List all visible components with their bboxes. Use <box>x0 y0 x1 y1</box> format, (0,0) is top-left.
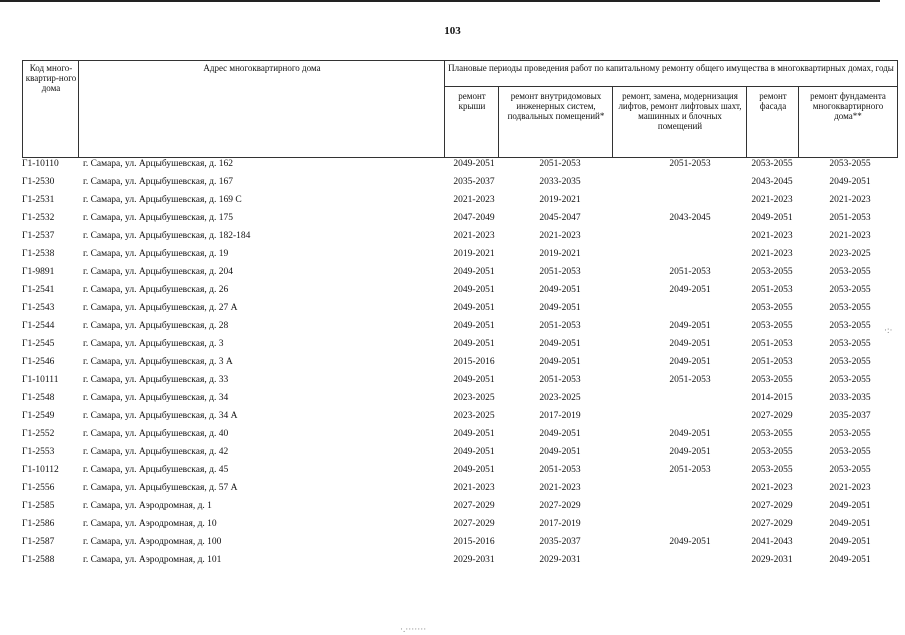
engineering-cell: 2021-2023 <box>539 231 581 241</box>
engineering-cell: 2045-2047 <box>539 213 581 223</box>
table-row <box>22 425 898 443</box>
facade-cell: 2029-2031 <box>751 555 793 565</box>
address-cell: г. Самара, ул. Арцыбушевская, д. 26 <box>83 285 229 295</box>
table-row <box>22 335 898 353</box>
lifts-cell: 2051-2053 <box>669 267 711 277</box>
facade-cell: 2053-2055 <box>751 321 793 331</box>
table-row <box>22 461 898 479</box>
code-cell: Г1-2548 <box>22 393 55 403</box>
header-facade-cell <box>746 86 800 158</box>
code-cell: Г1-2585 <box>22 501 55 511</box>
foundation-cell: 2049-2051 <box>829 537 871 547</box>
foundation-cell: 2021-2023 <box>829 483 871 493</box>
address-cell: г. Самара, ул. Аэродромная, д. 101 <box>83 555 222 565</box>
scan-mark: ·.······· <box>400 624 427 634</box>
address-cell: г. Самара, ул. Арцыбушевская, д. 167 <box>83 177 233 187</box>
facade-cell: 2051-2053 <box>751 357 793 367</box>
address-cell: г. Самара, ул. Арцыбушевская, д. 57 А <box>83 483 238 493</box>
facade-cell: 2027-2029 <box>751 501 793 511</box>
roof-cell: 2049-2051 <box>453 429 495 439</box>
page-number: 103 <box>444 25 461 37</box>
foundation-cell: 2053-2055 <box>829 303 871 313</box>
roof-cell: 2021-2023 <box>453 231 495 241</box>
table-row <box>22 299 898 317</box>
table-row <box>22 479 898 497</box>
facade-cell: 2053-2055 <box>751 429 793 439</box>
engineering-cell: 2049-2051 <box>539 303 581 313</box>
facade-cell: 2027-2029 <box>751 411 793 421</box>
address-cell: г. Самара, ул. Аэродромная, д. 10 <box>83 519 217 529</box>
facade-cell: 2051-2053 <box>751 339 793 349</box>
foundation-cell: 2049-2051 <box>829 501 871 511</box>
header-periods-cell <box>444 60 898 88</box>
address-cell: г. Самара, ул. Арцыбушевская, д. 175 <box>83 213 233 223</box>
roof-cell: 2027-2029 <box>453 501 495 511</box>
facade-cell: 2053-2055 <box>751 159 793 169</box>
engineering-cell: 2049-2051 <box>539 285 581 295</box>
engineering-cell: 2033-2035 <box>539 177 581 187</box>
table-row <box>22 443 898 461</box>
address-cell: г. Самара, ул. Арцыбушевская, д. 162 <box>83 159 233 169</box>
facade-cell: 2021-2023 <box>751 483 793 493</box>
code-cell: Г1-2552 <box>22 429 55 439</box>
roof-cell: 2023-2025 <box>453 411 495 421</box>
engineering-cell: 2017-2019 <box>539 519 581 529</box>
foundation-cell: 2053-2055 <box>829 375 871 385</box>
roof-cell: 2035-2037 <box>453 177 495 187</box>
lifts-cell: 2051-2053 <box>669 465 711 475</box>
code-cell: Г1-10111 <box>22 375 59 385</box>
foundation-cell: 2053-2055 <box>829 447 871 457</box>
table-row <box>22 191 898 209</box>
header-facade: ремонт фасада <box>759 91 787 111</box>
code-cell: Г1-2531 <box>22 195 55 205</box>
address-cell: г. Самара, ул. Арцыбушевская, д. 40 <box>83 429 229 439</box>
facade-cell: 2051-2053 <box>751 285 793 295</box>
header-roof: ремонт крыши <box>458 91 486 111</box>
address-cell: г. Самара, ул. Аэродромная, д. 1 <box>83 501 212 511</box>
roof-cell: 2049-2051 <box>453 159 495 169</box>
code-cell: Г1-2532 <box>22 213 55 223</box>
address-cell: г. Самара, ул. Аэродромная, д. 100 <box>83 537 222 547</box>
roof-cell: 2021-2023 <box>453 195 495 205</box>
address-cell: г. Самара, ул. Арцыбушевская, д. 3 А <box>83 357 233 367</box>
foundation-cell: 2053-2055 <box>829 159 871 169</box>
code-cell: Г1-2586 <box>22 519 55 529</box>
roof-cell: 2023-2025 <box>453 393 495 403</box>
roof-cell: 2027-2029 <box>453 519 495 529</box>
header-address-cell <box>78 60 446 158</box>
foundation-cell: 2049-2051 <box>829 555 871 565</box>
roof-cell: 2047-2049 <box>453 213 495 223</box>
code-cell: Г1-2549 <box>22 411 55 421</box>
table-row <box>22 389 898 407</box>
foundation-cell: 2053-2055 <box>829 465 871 475</box>
lifts-cell: 2049-2051 <box>669 339 711 349</box>
facade-cell: 2049-2051 <box>751 213 793 223</box>
roof-cell: 2049-2051 <box>453 339 495 349</box>
table-row <box>22 407 898 425</box>
table-row <box>22 371 898 389</box>
roof-cell: 2029-2031 <box>453 555 495 565</box>
code-cell: Г1-2553 <box>22 447 55 457</box>
code-cell: Г1-2537 <box>22 231 55 241</box>
facade-cell: 2027-2029 <box>751 519 793 529</box>
header-foundation: ремонт фундамента многоквартирного дома** <box>810 91 886 121</box>
engineering-cell: 2051-2053 <box>539 267 581 277</box>
roof-cell: 2049-2051 <box>453 285 495 295</box>
foundation-cell: 2035-2037 <box>829 411 871 421</box>
code-cell: Г1-2556 <box>22 483 55 493</box>
header-engineering-cell <box>498 86 614 158</box>
roof-cell: 2049-2051 <box>453 267 495 277</box>
foundation-cell: 2033-2035 <box>829 393 871 403</box>
foundation-cell: 2021-2023 <box>829 231 871 241</box>
header-address: Адрес многоквартирного дома <box>203 63 321 73</box>
address-cell: г. Самара, ул. Арцыбушевская, д. 27 А <box>83 303 238 313</box>
foundation-cell: 2053-2055 <box>829 357 871 367</box>
code-cell: Г1-2530 <box>22 177 55 187</box>
table-row <box>22 533 898 551</box>
facade-cell: 2021-2023 <box>751 249 793 259</box>
engineering-cell: 2023-2025 <box>539 393 581 403</box>
table-row <box>22 281 898 299</box>
foundation-cell: 2021-2023 <box>829 195 871 205</box>
code-cell: Г1-2588 <box>22 555 55 565</box>
engineering-cell: 2049-2051 <box>539 357 581 367</box>
facade-cell: 2014-2015 <box>751 393 793 403</box>
roof-cell: 2049-2051 <box>453 321 495 331</box>
code-cell: Г1-2546 <box>22 357 55 367</box>
engineering-cell: 2027-2029 <box>539 501 581 511</box>
roof-cell: 2021-2023 <box>453 483 495 493</box>
engineering-cell: 2019-2021 <box>539 249 581 259</box>
engineering-cell: 2021-2023 <box>539 483 581 493</box>
foundation-cell: 2049-2051 <box>829 519 871 529</box>
address-cell: г. Самара, ул. Арцыбушевская, д. 204 <box>83 267 233 277</box>
engineering-cell: 2051-2053 <box>539 375 581 385</box>
lifts-cell: 2049-2051 <box>669 429 711 439</box>
address-cell: г. Самара, ул. Арцыбушевская, д. 28 <box>83 321 229 331</box>
table-row <box>22 209 898 227</box>
header-lifts-cell <box>612 86 748 158</box>
header-engineering: ремонт внутридомовых инженерных систем, подвальных помещений* <box>507 91 605 121</box>
foundation-cell: 2053-2055 <box>829 339 871 349</box>
engineering-cell: 2051-2053 <box>539 321 581 331</box>
engineering-cell: 2051-2053 <box>539 465 581 475</box>
facade-cell: 2021-2023 <box>751 231 793 241</box>
scan-mark: ·:· <box>884 325 893 335</box>
foundation-cell: 2053-2055 <box>829 429 871 439</box>
table-row <box>22 263 898 281</box>
address-cell: г. Самара, ул. Арцыбушевская, д. 33 <box>83 375 229 385</box>
foundation-cell: 2051-2053 <box>829 213 871 223</box>
roof-cell: 2049-2051 <box>453 303 495 313</box>
roof-cell: 2015-2016 <box>453 537 495 547</box>
table-row <box>22 515 898 533</box>
address-cell: г. Самара, ул. Арцыбушевская, д. 19 <box>83 249 229 259</box>
facade-cell: 2053-2055 <box>751 375 793 385</box>
header-code: Код много-квартир-ного дома <box>25 63 77 93</box>
engineering-cell: 2051-2053 <box>539 159 581 169</box>
top-rule <box>0 0 880 2</box>
address-cell: г. Самара, ул. Арцыбушевская, д. 42 <box>83 447 229 457</box>
code-cell: Г1-2545 <box>22 339 55 349</box>
table-row <box>22 551 898 569</box>
engineering-cell: 2017-2019 <box>539 411 581 421</box>
engineering-cell: 2049-2051 <box>539 447 581 457</box>
facade-cell: 2053-2055 <box>751 465 793 475</box>
lifts-cell: 2049-2051 <box>669 357 711 367</box>
foundation-cell: 2049-2051 <box>829 177 871 187</box>
lifts-cell: 2051-2053 <box>669 159 711 169</box>
foundation-cell: 2053-2055 <box>829 267 871 277</box>
header-periods: Плановые периоды проведения работ по капитальному ремонту общего имущества в многоквартирных домах, годы <box>448 63 894 73</box>
code-cell: Г1-10112 <box>22 465 59 475</box>
lifts-cell: 2049-2051 <box>669 447 711 457</box>
roof-cell: 2019-2021 <box>453 249 495 259</box>
facade-cell: 2021-2023 <box>751 195 793 205</box>
table-row <box>22 155 898 173</box>
engineering-cell: 2049-2051 <box>539 339 581 349</box>
lifts-cell: 2049-2051 <box>669 537 711 547</box>
facade-cell: 2043-2045 <box>751 177 793 187</box>
header-lifts: ремонт, замена, модернизация лифтов, ремонт лифтовых шахт, машинных и блочных помещений <box>618 91 742 131</box>
facade-cell: 2053-2055 <box>751 303 793 313</box>
foundation-cell: 2053-2055 <box>829 285 871 295</box>
address-cell: г. Самара, ул. Арцыбушевская, д. 182-184 <box>83 231 251 241</box>
code-cell: Г1-9891 <box>22 267 55 277</box>
address-cell: г. Самара, ул. Арцыбушевская, д. 3 <box>83 339 224 349</box>
lifts-cell: 2051-2053 <box>669 375 711 385</box>
table-row <box>22 173 898 191</box>
header-code-cell <box>22 60 80 158</box>
table-row <box>22 497 898 515</box>
code-cell: Г1-2541 <box>22 285 55 295</box>
roof-cell: 2049-2051 <box>453 447 495 457</box>
table-row <box>22 245 898 263</box>
code-cell: Г1-2544 <box>22 321 55 331</box>
engineering-cell: 2019-2021 <box>539 195 581 205</box>
header-roof-cell <box>444 86 500 158</box>
table-row <box>22 317 898 335</box>
table-row <box>22 353 898 371</box>
address-cell: г. Самара, ул. Арцыбушевская, д. 34 А <box>83 411 238 421</box>
facade-cell: 2041-2043 <box>751 537 793 547</box>
address-cell: г. Самара, ул. Арцыбушевская, д. 34 <box>83 393 229 403</box>
foundation-cell: 2023-2025 <box>829 249 871 259</box>
roof-cell: 2049-2051 <box>453 465 495 475</box>
header-foundation-cell <box>798 86 898 158</box>
roof-cell: 2049-2051 <box>453 375 495 385</box>
facade-cell: 2053-2055 <box>751 447 793 457</box>
code-cell: Г1-2543 <box>22 303 55 313</box>
lifts-cell: 2049-2051 <box>669 321 711 331</box>
engineering-cell: 2035-2037 <box>539 537 581 547</box>
facade-cell: 2053-2055 <box>751 267 793 277</box>
foundation-cell: 2053-2055 <box>829 321 871 331</box>
code-cell: Г1-2587 <box>22 537 55 547</box>
roof-cell: 2015-2016 <box>453 357 495 367</box>
code-cell: Г1-2538 <box>22 249 55 259</box>
address-cell: г. Самара, ул. Арцыбушевская, д. 45 <box>83 465 229 475</box>
engineering-cell: 2029-2031 <box>539 555 581 565</box>
code-cell: Г1-10110 <box>22 159 59 169</box>
address-cell: г. Самара, ул. Арцыбушевская, д. 169 С <box>83 195 242 205</box>
engineering-cell: 2049-2051 <box>539 429 581 439</box>
lifts-cell: 2049-2051 <box>669 285 711 295</box>
lifts-cell: 2043-2045 <box>669 213 711 223</box>
table-row <box>22 227 898 245</box>
